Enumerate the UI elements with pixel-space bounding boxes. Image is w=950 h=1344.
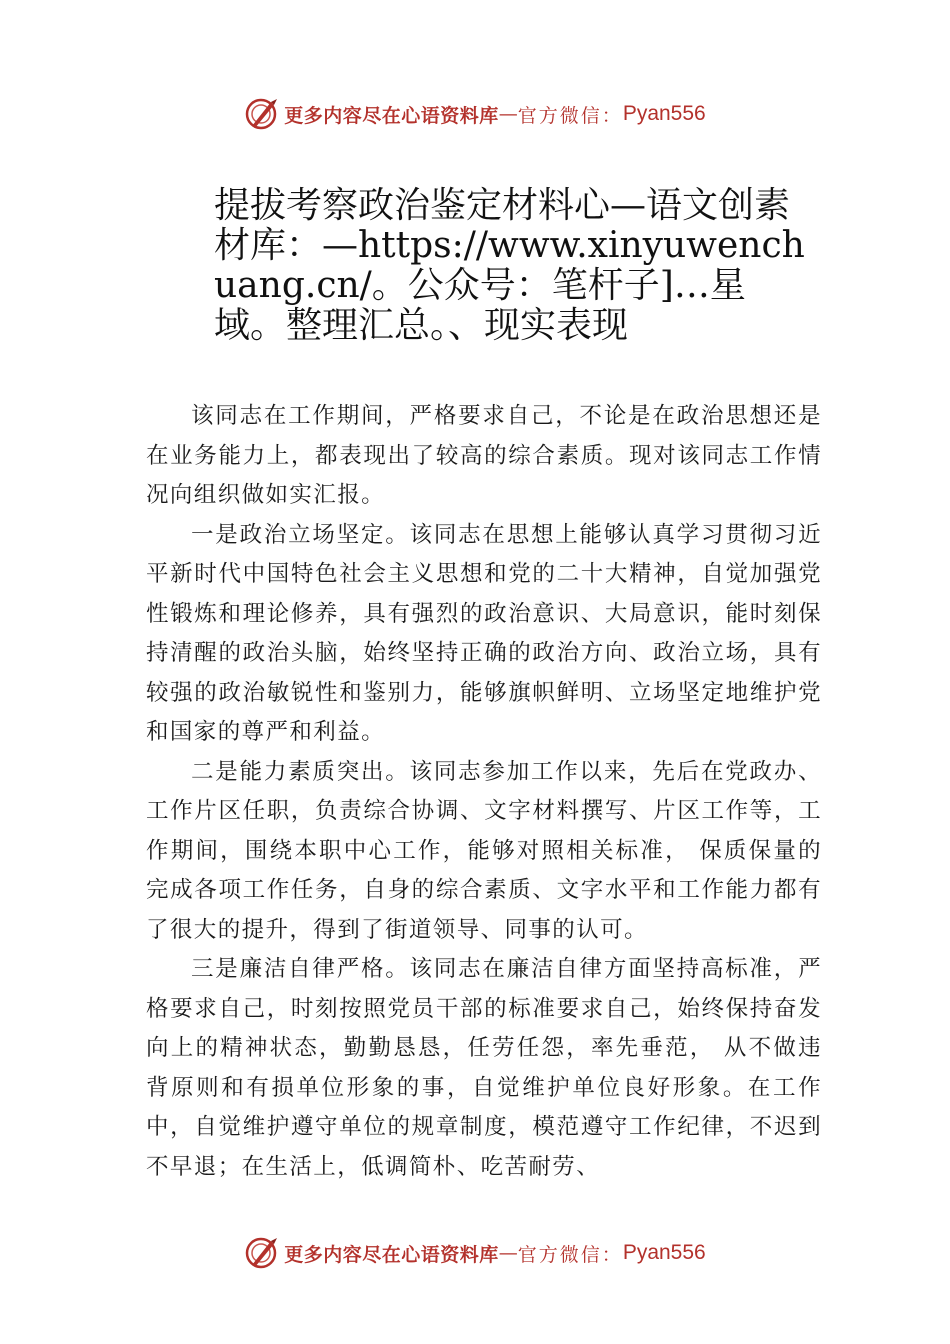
paragraph-political-stance: 一是政治立场坚定。该同志在思想上能够认真学习贯彻习近平新时代中国特色社会主义思想和党的二十大精神，自觉加强党性锻炼和理论修养，具有强烈的政治意识、大局意识，能时刻保持清醒的政治头脑，始终坚持正确的政治方向、政治立场，具有较强的政治敏锐性和鉴别力，能够旗帜鲜明、立场坚定地维护党和国家的尊严和利益。 bbox=[146, 521, 822, 745]
footer-banner bbox=[0, 1233, 950, 1273]
quill-logo-icon bbox=[244, 1235, 280, 1271]
banner-wechat-label: 官方微信： bbox=[517, 1243, 623, 1266]
header-banner bbox=[0, 94, 950, 134]
paragraph-intro: 该同志在工作期间，严格要求自己，不论是在政治思想还是在业务能力上，都表现出了较高的综合素质。现对该同志工作情况向组织做如实汇报。 bbox=[146, 403, 822, 508]
banner-dash: — bbox=[498, 1242, 518, 1264]
banner-title: 更多内容尽在心语资料库 bbox=[284, 1243, 499, 1266]
banner-wechat-label: 官方微信： bbox=[517, 104, 623, 127]
paragraph-integrity: 三是廉洁自律严格。该同志在廉洁自律方面坚持高标准，严格要求自己，时刻按照党员干部的标准要求自己，始终保持奋发向上的精神状态，勤勤恳恳，任劳任怨，率先垂范， 从不做违背原则和有损单位形象的事，自觉维护单位良好形象。在工作中，自觉维护遵守单位的规章制度，模范遵守工作纪律，不迟到不早退；在生活上，低调简朴、吃苦耐劳、 bbox=[146, 956, 822, 1180]
paragraph-ability: 二是能力素质突出。该同志参加工作以来，先后在党政办、工作片区任职，负责综合协调、文字材料撰写、片区工作等，工作期间，围绕本职中心工作，能够对照相关标准， 保质保量的完成各项工作任务，自身的综合素质、文字水平和工作能力都有了很大的提升，得到了街道领导、同事的认可。 bbox=[146, 758, 822, 943]
banner-wechat-id: Pyan556 bbox=[622, 1241, 706, 1264]
document-title: 提拔考察政治鉴定材料心—语文创素材库：—https://www.xinyuwenchuang.cn/。公众号：笔杆子]…星域。整理汇总。、现实表现 bbox=[214, 185, 805, 346]
banner-wechat-id: Pyan556 bbox=[622, 102, 706, 125]
document-body bbox=[146, 397, 822, 1187]
banner-dash: — bbox=[498, 103, 518, 125]
banner-title: 更多内容尽在心语资料库 bbox=[284, 104, 499, 127]
quill-logo-icon bbox=[244, 96, 280, 132]
